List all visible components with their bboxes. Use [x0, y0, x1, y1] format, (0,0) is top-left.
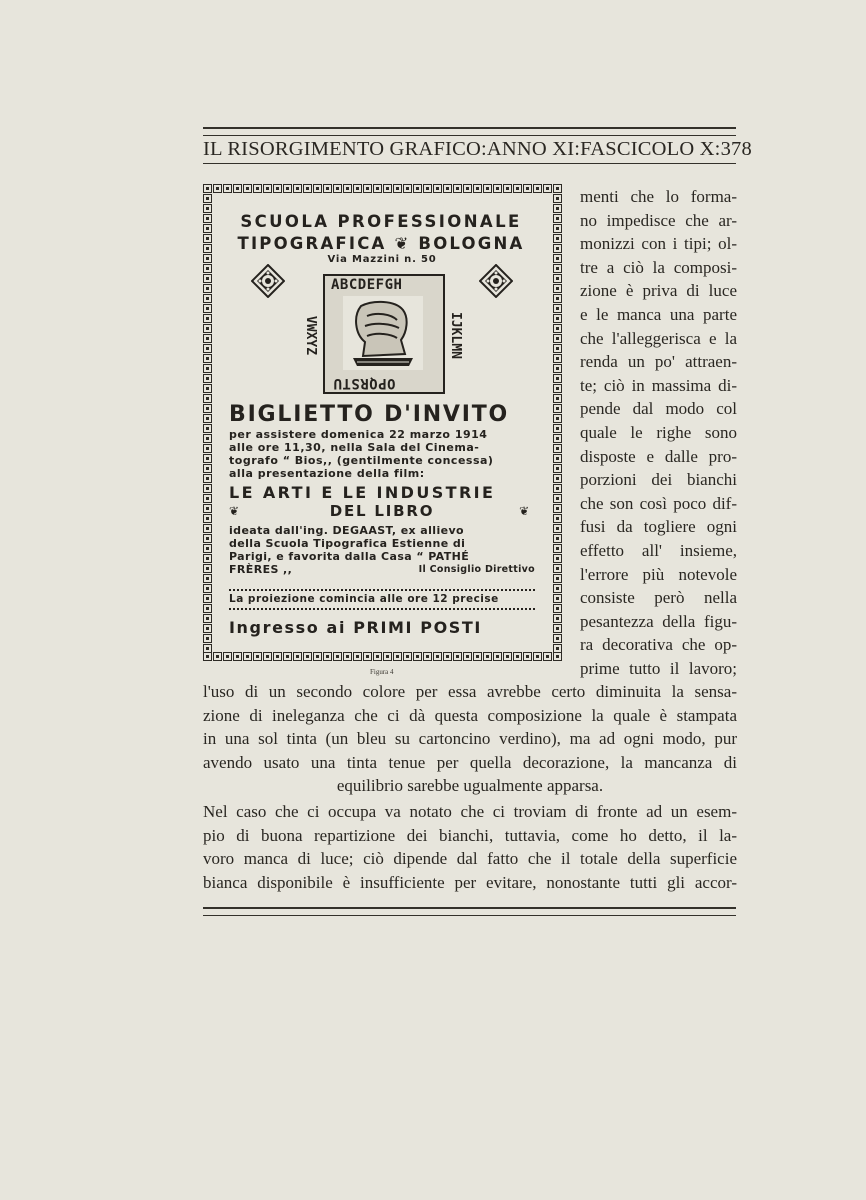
leaf-ornament-icon: ❦	[229, 504, 241, 518]
border-square-icon	[553, 254, 562, 263]
border-square-icon	[273, 184, 282, 193]
border-square-icon	[553, 534, 562, 543]
journal-title: IL RISORGIMENTO GRAFICO	[203, 138, 481, 160]
border-square-icon	[203, 214, 212, 223]
ticket-line: tografo “ Bios,, (gentilmente concessa)	[229, 454, 494, 467]
border-square-icon	[203, 624, 212, 633]
text-line: l'uso di un secondo colore per essa avrebbe certo diminuita la sensa-	[203, 682, 737, 701]
border-square-icon	[203, 374, 212, 383]
right-text-column	[580, 185, 737, 680]
ornamental-border-top	[203, 184, 563, 194]
rosette-ornament-icon	[479, 264, 513, 298]
border-square-icon	[553, 424, 562, 433]
border-square-icon	[203, 484, 212, 493]
border-square-icon	[203, 244, 212, 253]
border-square-icon	[263, 652, 272, 661]
border-square-icon	[553, 294, 562, 303]
border-square-icon	[323, 184, 332, 193]
text-line: in una sol tinta (un bleu su cartoncino verdino), ma ad ogni modo, pur	[203, 729, 737, 749]
invitation-figure	[203, 184, 563, 662]
border-square-icon	[203, 324, 212, 333]
border-square-icon	[203, 534, 212, 543]
text-line: l'errore più notevole	[580, 564, 737, 584]
emblem-letters-top: ABCDEFGH	[331, 277, 403, 293]
border-square-icon	[203, 544, 212, 553]
border-square-icon	[253, 184, 262, 193]
border-square-icon	[203, 204, 212, 213]
ornamental-border-right	[553, 184, 563, 662]
border-square-icon	[553, 644, 562, 653]
text-line: zione è priva di luce	[580, 281, 737, 301]
entry-notice: Ingresso ai PRIMI POSTI	[229, 618, 482, 637]
text-line: menti che lo forma-	[580, 187, 737, 206]
header-separator: :	[714, 138, 721, 160]
border-square-icon	[443, 652, 452, 661]
border-square-icon	[353, 184, 362, 193]
ornamental-border-left	[203, 184, 213, 662]
emblem-letters-bottom: OPQRSTU	[333, 375, 396, 391]
border-square-icon	[553, 494, 562, 503]
ticket-line: per assistere domenica 22 marzo 1914	[229, 428, 488, 441]
border-square-icon	[203, 494, 212, 503]
school-city: TIPOGRAFICA ❦ BOLOGNA	[237, 234, 525, 253]
film-subtitle-text: DEL LIBRO	[329, 502, 435, 520]
border-square-icon	[513, 184, 522, 193]
border-square-icon	[203, 304, 212, 313]
border-square-icon	[473, 184, 482, 193]
border-square-icon	[203, 404, 212, 413]
ticket-line: della Scuola Tipografica Estienne di	[229, 537, 466, 550]
alphabet-emblem	[303, 274, 464, 394]
header-issue: FASCICOLO X	[580, 138, 715, 160]
ticket-line: alle ore 11,30, nella Sala del Cinema-	[229, 441, 480, 454]
council-signature: Il Consiglio Direttivo	[418, 564, 535, 575]
border-square-icon	[203, 514, 212, 523]
border-square-icon	[553, 484, 562, 493]
border-square-icon	[203, 314, 212, 323]
text-line: tre a ciò la composi-	[580, 257, 737, 277]
border-square-icon	[433, 652, 442, 661]
border-square-icon	[383, 184, 392, 193]
border-square-icon	[553, 564, 562, 573]
border-square-icon	[553, 194, 562, 203]
ticket-credit	[229, 524, 535, 576]
border-square-icon	[483, 184, 492, 193]
border-square-icon	[513, 652, 522, 661]
border-square-icon	[553, 474, 562, 483]
text-line: disposte e dalle pro-	[580, 446, 737, 466]
border-square-icon	[203, 504, 212, 513]
border-square-icon	[553, 524, 562, 533]
border-square-icon	[453, 184, 462, 193]
border-square-icon	[203, 254, 212, 263]
border-square-icon	[553, 364, 562, 373]
border-square-icon	[203, 424, 212, 433]
running-header	[203, 138, 752, 161]
border-square-icon	[303, 184, 312, 193]
border-square-icon	[233, 652, 242, 661]
footer-rule	[203, 907, 736, 916]
border-square-icon	[393, 184, 402, 193]
dotted-rule	[229, 589, 535, 591]
border-square-icon	[553, 634, 562, 643]
ticket-line	[229, 563, 535, 576]
border-square-icon	[553, 234, 562, 243]
border-square-icon	[533, 652, 542, 661]
border-square-icon	[203, 464, 212, 473]
border-square-icon	[333, 184, 342, 193]
text-line: te; ciò in massima di-	[580, 375, 737, 395]
border-square-icon	[203, 644, 212, 653]
text-line: bianca disponibile è insufficiente per evitare, nonostante tutti gli accor-	[203, 872, 737, 892]
border-square-icon	[523, 184, 532, 193]
border-square-icon	[553, 614, 562, 623]
border-square-icon	[553, 204, 562, 213]
border-square-icon	[553, 214, 562, 223]
border-square-icon	[553, 244, 562, 253]
ticket-title: BIGLIETTO D'INVITO	[229, 402, 510, 427]
border-square-icon	[553, 184, 562, 193]
border-square-icon	[553, 394, 562, 403]
border-square-icon	[553, 284, 562, 293]
border-square-icon	[483, 652, 492, 661]
border-square-icon	[283, 652, 292, 661]
border-square-icon	[553, 314, 562, 323]
ticket-line: alla presentazione della film:	[229, 467, 425, 480]
border-square-icon	[203, 604, 212, 613]
border-square-icon	[203, 554, 212, 563]
figure-caption: Figura 4	[370, 668, 394, 676]
border-square-icon	[553, 274, 562, 283]
border-square-icon	[203, 274, 212, 283]
rosette-ornament-icon	[251, 264, 285, 298]
header-separator: :	[480, 138, 487, 160]
border-square-icon	[343, 184, 352, 193]
text-line: Nel caso che ci occupa va notato che ci troviam di fronte ad un esem-	[203, 802, 737, 821]
text-line: voro manca di luce; ciò dipende dal fatto che il totale della superficie	[203, 849, 737, 869]
border-square-icon	[233, 184, 242, 193]
border-square-icon	[313, 652, 322, 661]
border-square-icon	[253, 652, 262, 661]
page-number: 378	[720, 138, 752, 160]
header-year: ANNO XI	[486, 138, 575, 160]
border-square-icon	[223, 652, 232, 661]
border-square-icon	[553, 514, 562, 523]
ticket-line-text: FRÈRES ,,	[229, 563, 293, 576]
border-square-icon	[543, 184, 552, 193]
header-separator: :	[574, 138, 581, 160]
border-square-icon	[423, 184, 432, 193]
border-square-icon	[203, 414, 212, 423]
border-square-icon	[533, 184, 542, 193]
border-square-icon	[553, 344, 562, 353]
border-square-icon	[553, 454, 562, 463]
border-square-icon	[303, 652, 312, 661]
border-square-icon	[383, 652, 392, 661]
border-square-icon	[203, 184, 212, 193]
border-square-icon	[203, 584, 212, 593]
border-square-icon	[203, 224, 212, 233]
border-square-icon	[373, 184, 382, 193]
border-square-icon	[403, 184, 412, 193]
text-line: porzioni dei bianchi	[580, 470, 737, 490]
paragraph	[203, 800, 737, 894]
border-square-icon	[323, 652, 332, 661]
border-square-icon	[313, 184, 322, 193]
border-square-icon	[203, 194, 212, 203]
border-square-icon	[203, 334, 212, 343]
border-square-icon	[203, 234, 212, 243]
border-square-icon	[263, 184, 272, 193]
border-square-icon	[463, 652, 472, 661]
header-rule-top	[203, 127, 736, 136]
border-square-icon	[363, 184, 372, 193]
border-square-icon	[413, 652, 422, 661]
dotted-rule	[229, 608, 535, 610]
border-square-icon	[403, 652, 412, 661]
leaf-ornament-icon: ❦	[519, 504, 531, 518]
text-line: monizzi con i tipi; ol-	[580, 234, 737, 254]
border-square-icon	[553, 604, 562, 613]
ornamental-border-bottom	[203, 652, 563, 662]
border-square-icon	[203, 594, 212, 603]
border-square-icon	[553, 504, 562, 513]
ticket-details	[229, 428, 535, 480]
ticket-line: Parigi, e favorita dalla Casa “ PATHÉ	[229, 550, 470, 563]
border-square-icon	[553, 554, 562, 563]
border-square-icon	[353, 652, 362, 661]
border-square-icon	[203, 364, 212, 373]
border-square-icon	[543, 652, 552, 661]
projection-time: La proiezione comincia alle ore 12 precise	[229, 593, 499, 605]
border-square-icon	[553, 584, 562, 593]
border-square-icon	[343, 652, 352, 661]
border-square-icon	[283, 184, 292, 193]
text-line: pende dal modo col	[580, 399, 737, 419]
border-square-icon	[553, 304, 562, 313]
emblem-letters-right: IJKLMN	[448, 312, 464, 359]
border-square-icon	[243, 652, 252, 661]
border-square-icon	[453, 652, 462, 661]
film-subtitle	[229, 502, 535, 520]
text-line: equilibrio sarebbe ugualmente apparsa.	[336, 776, 604, 796]
text-line: ra decorativa che op-	[580, 635, 737, 655]
hand-illustration-icon	[343, 296, 423, 370]
border-square-icon	[203, 614, 212, 623]
border-square-icon	[423, 652, 432, 661]
text-line: prime tutto il lavoro;	[580, 658, 737, 678]
ticket-line: ideata dall'ing. DEGAAST, ex allievo	[229, 524, 465, 537]
border-square-icon	[203, 474, 212, 483]
border-square-icon	[203, 384, 212, 393]
text-line: quale le righe sono	[580, 422, 737, 442]
border-square-icon	[553, 264, 562, 273]
border-square-icon	[553, 374, 562, 383]
border-square-icon	[203, 354, 212, 363]
emblem-letters-left: VWXYZ	[303, 315, 319, 356]
border-square-icon	[503, 652, 512, 661]
border-square-icon	[213, 652, 222, 661]
border-square-icon	[503, 184, 512, 193]
border-square-icon	[273, 652, 282, 661]
border-square-icon	[553, 334, 562, 343]
border-square-icon	[203, 294, 212, 303]
border-square-icon	[553, 444, 562, 453]
text-line: renda un po' attraen-	[580, 352, 737, 372]
school-name: SCUOLA PROFESSIONALE	[240, 212, 522, 231]
border-square-icon	[553, 384, 562, 393]
border-square-icon	[203, 524, 212, 533]
border-square-icon	[203, 454, 212, 463]
text-line: e le manca una parte	[580, 304, 737, 324]
text-line: no impedisce che ar-	[580, 210, 737, 230]
border-square-icon	[553, 224, 562, 233]
border-square-icon	[553, 544, 562, 553]
border-square-icon	[203, 264, 212, 273]
border-square-icon	[553, 464, 562, 473]
border-square-icon	[203, 434, 212, 443]
border-square-icon	[553, 434, 562, 443]
border-square-icon	[463, 184, 472, 193]
border-square-icon	[553, 404, 562, 413]
text-line: pesantezza della figu-	[580, 611, 737, 631]
border-square-icon	[363, 652, 372, 661]
text-line: fusi da togliere ogni	[580, 517, 737, 537]
paragraph	[203, 680, 737, 798]
border-square-icon	[203, 284, 212, 293]
text-line: effetto all' insieme,	[580, 540, 737, 560]
text-line: consiste però nella	[580, 588, 737, 608]
border-square-icon	[393, 652, 402, 661]
text-line: che l'alleggerisca e la	[580, 328, 737, 348]
border-square-icon	[523, 652, 532, 661]
border-square-icon	[443, 184, 452, 193]
border-square-icon	[553, 574, 562, 583]
border-square-icon	[493, 652, 502, 661]
border-square-icon	[553, 414, 562, 423]
border-square-icon	[553, 324, 562, 333]
border-square-icon	[203, 634, 212, 643]
border-square-icon	[373, 652, 382, 661]
border-square-icon	[203, 394, 212, 403]
border-square-icon	[203, 344, 212, 353]
border-square-icon	[493, 184, 502, 193]
text-line: che son così poco dif-	[580, 493, 737, 513]
border-square-icon	[203, 444, 212, 453]
border-square-icon	[223, 184, 232, 193]
border-square-icon	[473, 652, 482, 661]
header-rule-bottom	[203, 163, 736, 164]
border-square-icon	[213, 184, 222, 193]
text-line: zione di ineleganza che ci dà questa composizione la quale è stampata	[203, 705, 737, 725]
border-square-icon	[293, 184, 302, 193]
border-square-icon	[553, 354, 562, 363]
border-square-icon	[433, 184, 442, 193]
text-line: pio di buona repartizione dei bianchi, tuttavia, come ho detto, il la-	[203, 825, 737, 845]
border-square-icon	[203, 574, 212, 583]
border-square-icon	[203, 564, 212, 573]
border-square-icon	[413, 184, 422, 193]
border-square-icon	[553, 594, 562, 603]
border-square-icon	[553, 624, 562, 633]
border-square-icon	[333, 652, 342, 661]
school-address: Via Mazzini n. 50	[327, 254, 437, 265]
film-title: LE ARTI E LE INDUSTRIE	[229, 483, 496, 502]
border-square-icon	[293, 652, 302, 661]
border-square-icon	[243, 184, 252, 193]
text-line: avendo usato una tinta tenue per quella decorazione, la mancanza di	[203, 752, 737, 772]
